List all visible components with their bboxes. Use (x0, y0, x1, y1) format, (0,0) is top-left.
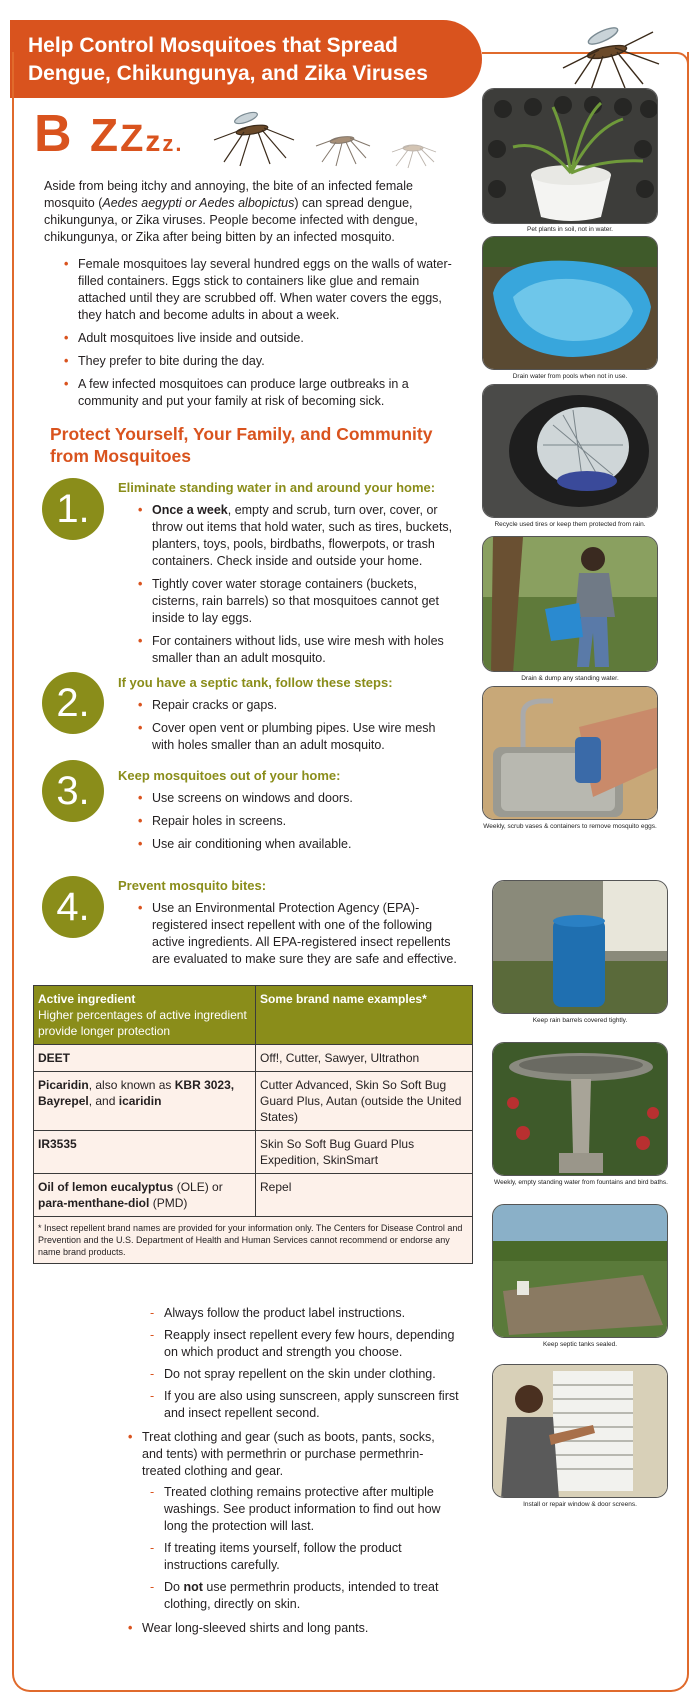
brand-cell: Cutter Advanced, Skin So Soft Bug Guard Plus, Autan (outside the United States) (256, 1072, 473, 1131)
header-label: Some brand name examples* (260, 992, 427, 1006)
bird-bath-image (493, 1043, 668, 1176)
ingredient-cell (34, 1174, 256, 1217)
photo-caption: Pet plants in soil, not in water. (527, 226, 613, 233)
clothing-list (128, 1429, 458, 1486)
table-row (34, 1045, 473, 1072)
table-row (34, 1131, 473, 1174)
brand-cell: Repel (256, 1174, 473, 1217)
list-item: • Cover open vent or plumbing pipes. Use wire mesh with holes smaller than an adult mosquito. (138, 720, 458, 754)
photo-caption: Drain water from pools when not in use. (512, 373, 628, 380)
ingredient-name: KBR 3023, Bayrepel (38, 1078, 235, 1108)
rain-barrel-image (493, 881, 668, 1014)
septic-tank-image (493, 1205, 668, 1338)
list-item: • Use an Environmental Protection Agency (EPA)-registered insect repellent with one of the following active ingredients. All EPA-registered insect repellents are evaluated to make sure they are safe and effective. (138, 900, 458, 968)
brand-cell: Off!, Cutter, Sawyer, Ultrathon (256, 1045, 473, 1072)
list-item-text: Treated clothing remains protective after multiple washings. See product information to find out how long the protection will last. (164, 1485, 441, 1533)
step-number-badge: 4. (42, 876, 104, 938)
repellent-table (33, 985, 473, 1264)
photo-drain-pool (482, 236, 658, 370)
cell-text: , and (88, 1094, 119, 1108)
list-item-text: use permethrin products, intended to treat clothing, directly on skin. (164, 1580, 439, 1611)
ingredient-name: DEET (38, 1051, 71, 1065)
bzz-letter: z (145, 125, 163, 158)
list-item: • Adult mosquitoes live inside and outside. (64, 330, 454, 347)
list-item: • Use air conditioning when available. (138, 836, 458, 853)
list-item: - Do not spray repellent on the skin under clothing. (150, 1366, 460, 1383)
photo-caption: Drain & dump any standing water. (521, 675, 619, 682)
photo-rain-barrel (492, 880, 668, 1014)
intro-text: Aside from being itchy and annoying, the bite of an infected female mosquito ( (44, 179, 413, 210)
list-item: • Tightly cover water storage containers (buckets, cisterns, rain barrels) so that mosquitoes cannot get inside to lay eggs. (138, 576, 458, 627)
list-item: • Repair holes in screens. (138, 813, 458, 830)
tire-image (483, 385, 658, 518)
ingredient-cell (34, 1045, 256, 1072)
step-title: If you have a septic tank, follow these steps: (118, 675, 393, 690)
table-header-cell (34, 986, 256, 1045)
list-item: • Repair cracks or gaps. (138, 697, 458, 714)
mosquito-facts-list (64, 256, 454, 416)
intro-paragraph (44, 178, 449, 246)
bzz-letter: z (162, 131, 176, 156)
ingredient-name: IR3535 (38, 1137, 77, 1151)
clothing-list-end (128, 1620, 458, 1643)
bzz-letter: Z (120, 118, 146, 160)
intro-species: Aedes aegypti or Aedes albopictus (102, 196, 295, 210)
photo-caption: Weekly, empty standing water from fountains and bird baths. (494, 1179, 668, 1186)
list-item-text: If treating items yourself, follow the product instructions carefully. (164, 1541, 402, 1572)
list-item (138, 502, 458, 570)
header-label: Active ingredient (38, 992, 136, 1006)
mosquito-icon (210, 100, 296, 170)
step-title: Keep mosquitoes out of your home: (118, 768, 341, 783)
bzz-heading (34, 104, 183, 174)
mosquito-icon (312, 118, 372, 168)
ingredient-name: icaridin (118, 1094, 162, 1108)
list-item (150, 1484, 460, 1535)
step-title: Eliminate standing water in and around your home: (118, 480, 436, 495)
photo-septic-tank (492, 1204, 668, 1338)
step-number-badge: 3. (42, 760, 104, 822)
intro-text: ) can spread dengue, chikungunya, or Zika viruses. People become infected with dengue, chikungunya, or Zika after being bitten by an infected mosquito. (44, 196, 418, 244)
list-item: • For containers without lids, use wire mesh with holes smaller than an adult mosquito. (138, 633, 458, 667)
list-item: • Use screens on windows and doors. (138, 790, 458, 807)
ingredient-name: Oil of lemon eucalyptus (38, 1180, 174, 1194)
photo-caption: Install or repair window & door screens. (523, 1501, 637, 1508)
photo-tire (482, 384, 658, 518)
photo-drain-dump (482, 536, 658, 672)
photo-scrub-vase (482, 686, 658, 820)
list-item: • Female mosquitoes lay several hundred eggs on the walls of water-filled containers. Eggs stick to containers like glue and remain attached until they are scrubbed off. When water covers the eggs, they hatch and become adults in about a week. (64, 256, 454, 324)
step-number-badge: 2. (42, 672, 104, 734)
list-item: - Always follow the product label instructions. (150, 1305, 460, 1322)
step-number-badge: 1. (42, 478, 104, 540)
plant-pot-image (483, 89, 658, 224)
step-1-list (138, 502, 458, 673)
photo-caption: Recycle used tires or keep them protected from rain. (494, 521, 646, 528)
photo-bird-bath (492, 1042, 668, 1176)
brand-cell: Skin So Soft Bug Guard Plus Expedition, SkinSmart (256, 1131, 473, 1174)
title-line-1: Help Control Mosquitoes that Spread (28, 34, 398, 57)
repellent-tips-list (150, 1305, 460, 1427)
photo-caption: Keep septic tanks sealed. (542, 1341, 618, 1348)
table-footnote: * Insect repellent brand names are provided for your information only. The Centers for Disease Control and Prevention and the U.S. Department of Health and Human Services cannot recommend or endorse any name brand products. (34, 1217, 473, 1264)
list-item: • A few infected mosquitoes can produce large outbreaks in a community and put your family at risk of becoming sick. (64, 376, 454, 410)
section-heading: Protect Yourself, Your Family, and Community from Mosquitoes (50, 424, 433, 466)
list-item (150, 1579, 460, 1613)
cell-text: (PMD) (149, 1196, 188, 1210)
emphasis-text: not (183, 1580, 203, 1594)
list-item: • They prefer to bite during the day. (64, 353, 454, 370)
list-item: • Treat clothing and gear (such as boots, pants, socks, and tents) with permethrin or purchase permethrin-treated clothing and gear. (128, 1429, 458, 1480)
photo-caption: Keep rain barrels covered tightly. (532, 1017, 628, 1024)
pool-image (483, 237, 658, 370)
bzz-letter: B (34, 105, 74, 163)
step-4-list (138, 900, 458, 974)
table-header-row (34, 986, 473, 1045)
bzz-letter: . (175, 131, 184, 156)
list-item (150, 1540, 460, 1574)
ingredient-cell (34, 1131, 256, 1174)
ingredient-name: Picaridin (38, 1078, 89, 1092)
cell-text: , also known as (88, 1078, 175, 1092)
emphasis-text: Once a week (152, 503, 228, 517)
bzz-letter: Z (90, 109, 121, 161)
photo-window-screen (492, 1364, 668, 1498)
step-3-list (138, 790, 458, 859)
window-screen-image (493, 1365, 668, 1498)
list-item-text: , empty and scrub, turn over, cover, or throw out items that hold water, such as tires, buckets, planters, toys, pools, birdbaths, flowerpots, or trash containers. Check inside and outside your home. (152, 503, 453, 568)
title-line-2: Dengue, Chikungunya, and Zika Viruses (28, 62, 428, 85)
header-sublabel: Higher percentages of active ingredient provide longer protection (38, 1008, 247, 1038)
ingredient-name: para-menthane-diol (38, 1196, 150, 1210)
table-row (34, 1072, 473, 1131)
cell-text: (OLE) or (173, 1180, 223, 1194)
table-row (34, 1174, 473, 1217)
step-2-list (138, 697, 458, 760)
photo-caption: Weekly, scrub vases & containers to remove mosquito eggs. (483, 823, 657, 830)
list-item-text: Do (164, 1580, 184, 1594)
list-item: • Wear long-sleeved shirts and long pants. (128, 1620, 458, 1637)
step-title: Prevent mosquito bites: (118, 878, 267, 893)
bucket-image (483, 537, 658, 672)
ingredient-cell (34, 1072, 256, 1131)
photo-plant-in-soil (482, 88, 658, 224)
mosquito-icon (555, 14, 665, 94)
clothing-tips-list (150, 1484, 460, 1618)
mosquito-icon (388, 130, 438, 170)
table-footnote-row (34, 1217, 473, 1264)
list-item: - Reapply insect repellent every few hours, depending on which product and strength you choose. (150, 1327, 460, 1361)
table-header-cell (256, 986, 473, 1045)
list-item: - If you are also using sunscreen, apply sunscreen first and insect repellent second. (150, 1388, 460, 1422)
sink-image (483, 687, 658, 820)
